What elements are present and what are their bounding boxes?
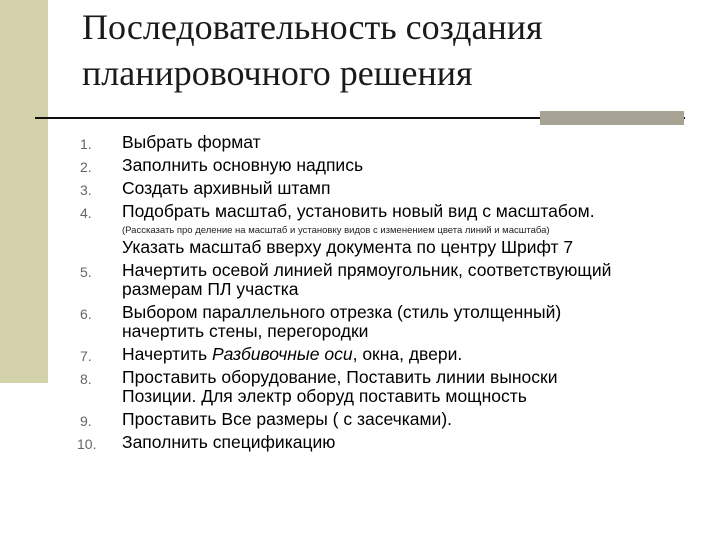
- item-extra-text: Указать масштаб вверху документа по центру Шрифт 7: [122, 237, 574, 257]
- divider-accent-block: [540, 111, 684, 125]
- item-text: Проставить Все размеры ( с засечками).: [122, 409, 453, 429]
- item-number: 2.: [80, 159, 92, 175]
- item-text-continued: Позиции. Для электр оборуд поставить мощность: [122, 386, 527, 406]
- item-text: Выбрать формат: [122, 132, 261, 152]
- item-text-part: , окна, двери.: [352, 344, 463, 364]
- list-item: [0, 433, 720, 452]
- list-item: [0, 368, 720, 406]
- item-text: [122, 344, 462, 364]
- title-line-2: планировочного решения: [82, 53, 473, 93]
- item-text: Заполнить основную надпись: [122, 155, 364, 175]
- item-note: (Рассказать про деление на масштаб и установку видов с изменением цвета линий и масштаба): [122, 225, 550, 236]
- slide-title: [82, 4, 702, 96]
- item-text: Подобрать масштаб, установить новый вид с масштабом.: [122, 201, 595, 221]
- list-item: [0, 156, 720, 175]
- list-item: [0, 410, 720, 429]
- list-item: [0, 345, 720, 364]
- item-number: 4.: [80, 205, 92, 221]
- item-text: Выбором параллельного отрезка (стиль утолщенный): [122, 302, 562, 322]
- item-text: Заполнить спецификацию: [122, 432, 336, 452]
- item-text: Проставить оборудование, Поставить линии выноски: [122, 367, 558, 387]
- item-text-continued: размерам ПЛ участка: [122, 279, 299, 299]
- list-item: [0, 179, 720, 198]
- title-line-1: Последовательность создания: [82, 7, 543, 47]
- list-item: [0, 202, 720, 257]
- steps-list: [0, 133, 720, 456]
- item-number: 9.: [80, 413, 92, 429]
- item-number: 1.: [80, 136, 92, 152]
- item-number: 6.: [80, 306, 92, 322]
- list-item: [0, 261, 720, 299]
- list-item: [0, 303, 720, 341]
- item-number: 3.: [80, 182, 92, 198]
- item-number: 5.: [80, 264, 92, 280]
- item-text-emphasis: Разбивочные оси: [211, 344, 353, 364]
- item-number: 8.: [80, 371, 92, 387]
- item-text-part: Начертить: [122, 344, 212, 364]
- item-text: Начертить осевой линией прямоугольник, соответствующий: [122, 260, 612, 280]
- item-text-continued: начертить стены, перегородки: [122, 321, 369, 341]
- item-text: Создать архивный штамп: [122, 178, 331, 198]
- list-item: [0, 133, 720, 152]
- item-number: 7.: [80, 348, 92, 364]
- item-number: 10.: [77, 436, 97, 452]
